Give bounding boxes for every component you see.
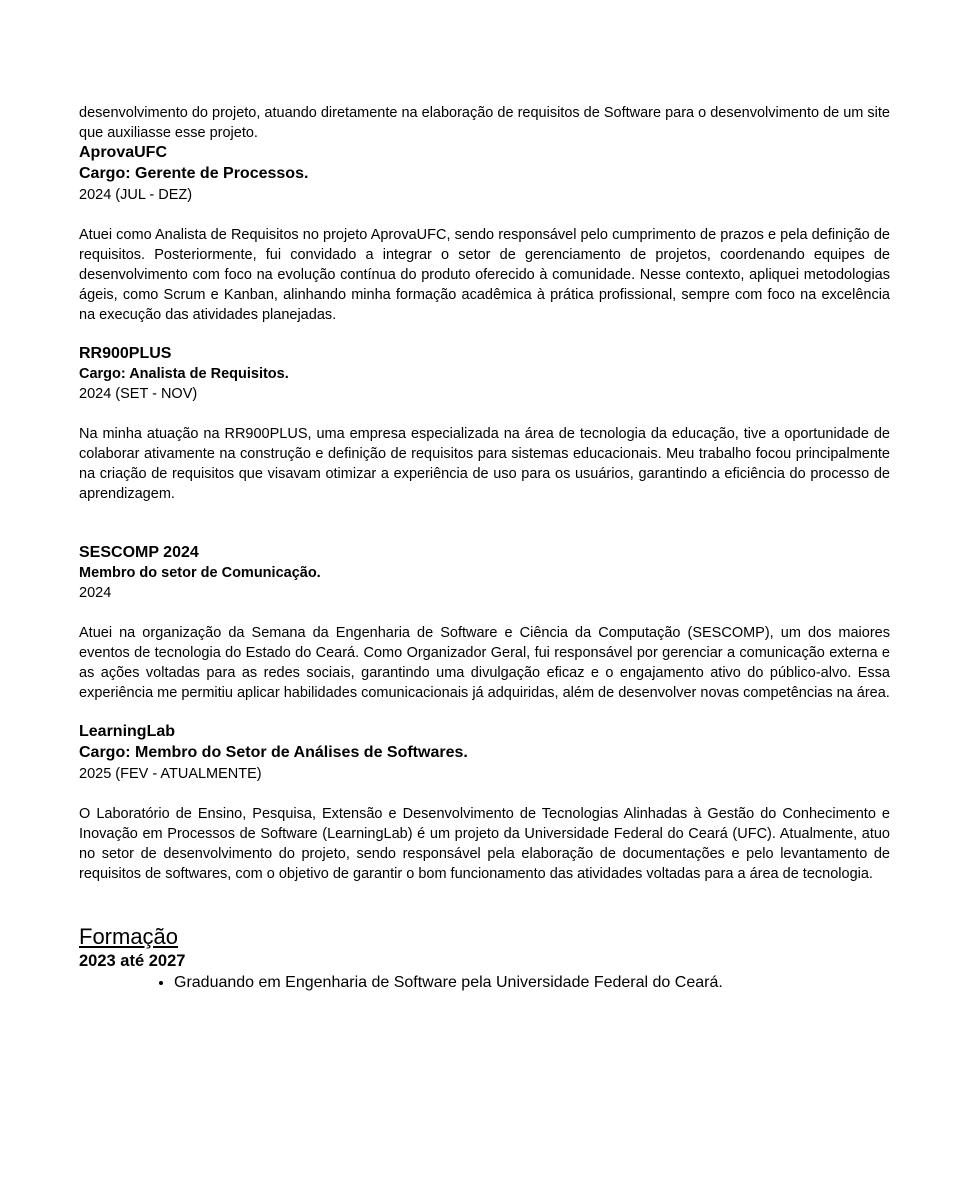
experience-description: Atuei na organização da Semana da Engenharia de Software e Ciência da Computação (SESCOMP), um dos maiores eventos de tecnologia do Estado do Ceará. Como Organizador Geral, fui responsável por gerenciar a comunicação externa e as ações voltadas para as redes sociais, garantindo uma divulgação eficaz e o engajamento ativo do público-alvo. Essa experiência me permitiu aplicar habilidades comunicacionais já adquiridas, além de desenvolver novas competências na área. — [79, 625, 890, 701]
experience-org: RR900PLUS — [79, 345, 172, 362]
experience-aprovaufc — [79, 143, 890, 325]
experience-period: 2024 (JUL - DEZ) — [79, 187, 193, 203]
education-title: Formação — [79, 924, 179, 949]
experience-role: Cargo: Analista de Requisitos. — [79, 366, 289, 382]
education-list — [79, 972, 890, 994]
resume-content — [79, 103, 890, 994]
experience-role: Cargo: Gerente de Processos. — [79, 165, 309, 182]
experience-description: O Laboratório de Ensino, Pesquisa, Extensão e Desenvolvimento de Tecnologias Alinhadas à Gestão do Conhecimento e Inovação em Processos de Software (LearningLab) é um projeto da Universidade Federal do Ceará (UFC). Atualmente, atuo no setor de desenvolvimento do projeto, sendo responsável pela elaboração de documentações e pelo levantamento de requisitos de softwares, com o objetivo de garantir o bom funcionamento das atividades voltadas para a área de tecnologia. — [79, 806, 890, 882]
education-item: • Graduando em Engenharia de Software pela Universidade Federal do Ceará. — [174, 972, 890, 994]
experience-description: Atuei como Analista de Requisitos no projeto AprovaUFC, sendo responsável pelo cumprimento de prazos e pela definição de requisitos. Posteriormente, fui convidado a integrar o setor de gerenciamento de projetos, coordenando equipes de desenvolvimento com foco na evolução contínua do produto oferecido à comunidade. Nesse contexto, apliquei metodologias ágeis, como Scrum e Kanban, alinhando minha formação acadêmica à prática profissional, sempre com foco na excelência na execução das atividades planejadas. — [79, 227, 890, 323]
experience-role: Membro do setor de Comunicação. — [79, 565, 321, 581]
experience-role: Cargo: Membro do Setor de Análises de Softwares. — [79, 744, 468, 761]
education-section — [79, 903, 890, 994]
experience-org: SESCOMP 2024 — [79, 544, 199, 561]
education-period: 2023 até 2027 — [79, 952, 186, 970]
experience-period: 2025 (FEV - ATUALMENTE) — [79, 766, 262, 782]
intro-paragraph: desenvolvimento do projeto, atuando diretamente na elaboração de requisitos de Software para o desenvolvimento de um site que auxiliasse esse projeto. — [79, 105, 890, 141]
experience-org: LearningLab — [79, 723, 176, 740]
experience-sescomp — [79, 543, 890, 703]
experience-learninglab — [79, 722, 890, 884]
experience-period: 2024 (SET - NOV) — [79, 386, 198, 402]
experience-rr900plus — [79, 344, 890, 504]
experience-period: 2024 — [79, 585, 112, 601]
experience-org: AprovaUFC — [79, 144, 168, 161]
experience-description: Na minha atuação na RR900PLUS, uma empresa especializada na área de tecnologia da educação, tive a oportunidade de colaborar ativamente na construção e definição de requisitos para sistemas educacionais. Meu trabalho focou principalmente na criação de requisitos que visavam otimizar a experiência de uso para os usuários, garantindo a eficiência do processo de aprendizagem. — [79, 426, 890, 502]
